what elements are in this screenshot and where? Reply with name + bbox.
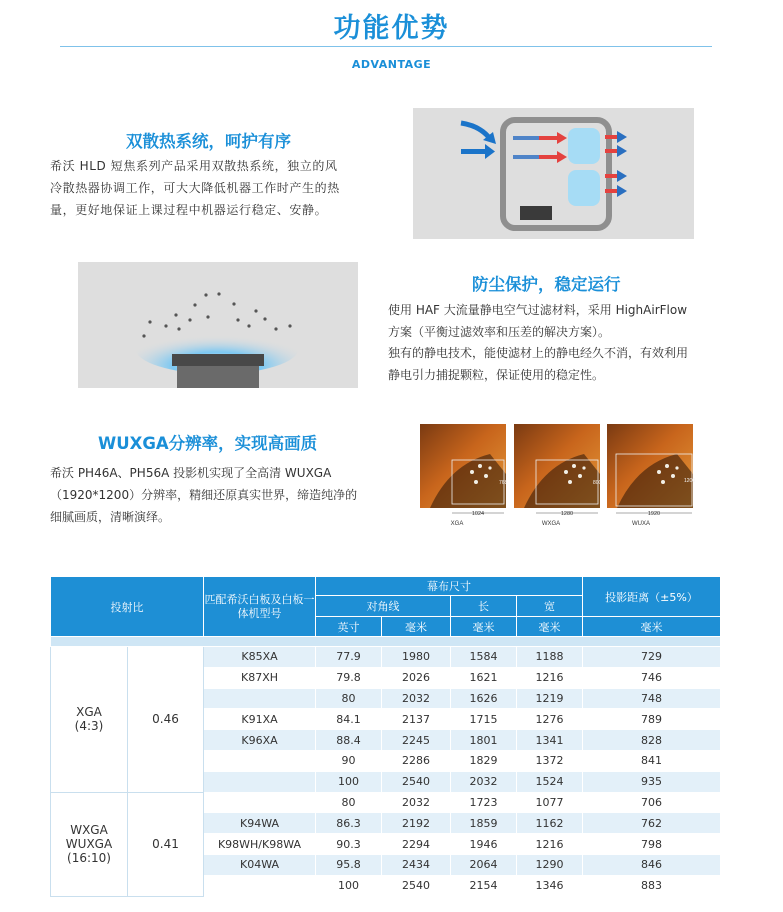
cell-inch: 84.1 [316,709,382,730]
table-row [51,647,721,668]
cell-length: 1829 [451,750,517,771]
cell-distance: 846 [583,854,721,875]
cell-inch: 95.8 [316,854,382,875]
cooling-diagram [413,108,694,239]
header-unit-mm: 毫米 [583,617,721,637]
cell-distance: 729 [583,647,721,668]
caption-label: XGA [450,521,464,527]
dim-height-label: 768 [499,480,508,486]
cell-model: K98WH/K98WA [204,834,316,855]
dim-width-label: 1280 [560,511,574,517]
header-distance: 投影距离（±5%） [583,577,721,617]
group-name-wxga: WXGA WUXGA (16:10) [51,792,128,896]
cell-inch: 88.4 [316,730,382,751]
cell-width: 1077 [517,792,583,813]
cell-length: 2154 [451,875,517,896]
text-line: 独有的静电技术，能使滤材上的静电经久不消，有效利用 [388,346,689,360]
cell-length: 1801 [451,730,517,751]
cell-distance: 789 [583,709,721,730]
page-title: 功能优势 [333,13,450,44]
cell-diag-mm: 2286 [382,750,451,771]
cell-inch: 100 [316,875,382,896]
cell-model: K94WA [204,813,316,834]
cell-diag-mm: 2434 [382,854,451,875]
cell-diag-mm: 2540 [382,771,451,792]
cell-width: 1216 [517,834,583,855]
cell-width: 1216 [517,667,583,688]
text-line: 细腻画质，清晰演绎。 [50,510,171,524]
header-unit-mm: 毫米 [382,617,451,637]
cell-width: 1346 [517,875,583,896]
group-ratio-wxga: 0.41 [128,792,204,896]
text-line: 希沃 HLD 短焦系列产品采用双散热系统，独立的风 [50,159,338,173]
text-line: 量，更好地保证上课过程中机器运行稳定、安静。 [50,203,328,217]
cell-diag-mm: 1980 [382,647,451,668]
cell-inch: 77.9 [316,647,382,668]
cell-diag-mm: 2032 [382,792,451,813]
dust-diagram [78,262,358,388]
header-width: 宽 [517,596,583,617]
section-text-resolution [50,462,395,528]
header-unit-mm: 毫米 [451,617,517,637]
dim-width-label: 1024 [471,511,485,517]
dim-height-label: 1200 [684,478,696,484]
cell-width: 1524 [517,771,583,792]
cell-distance: 706 [583,792,721,813]
header-screen-size: 幕布尺寸 [316,577,583,596]
section-heading-dust: 防尘保护，稳定运行 [472,275,621,294]
cell-model: K91XA [204,709,316,730]
cell-model [204,750,316,771]
cell-length: 1584 [451,647,517,668]
cell-model [204,688,316,709]
page-subtitle: ADVANTAGE [351,58,432,71]
cell-distance: 762 [583,813,721,834]
cell-model: K96XA [204,730,316,751]
cell-width: 1188 [517,647,583,668]
section-heading-resolution: WUXGA分辨率，实现高画质 [98,434,318,453]
cell-inch: 100 [316,771,382,792]
cell-diag-mm: 2540 [382,875,451,896]
cell-distance: 798 [583,834,721,855]
spec-table [50,576,721,897]
table-row [51,792,721,813]
text-line: 冷散热器协调工作，可大大降低机器工作时产生的热 [50,181,340,195]
cell-diag-mm: 2137 [382,709,451,730]
cell-diag-mm: 2032 [382,688,451,709]
cell-inch: 80 [316,792,382,813]
resolution-comparison [420,424,700,530]
text-line: （1920*1200）分辨率，精细还原真实世界，缔造纯净的 [50,488,358,502]
section-text-cooling [50,155,390,221]
section-text-dust [388,300,733,386]
title-divider [60,46,712,47]
cooling-illustration [413,108,694,239]
text-line: 希沃 PH46A、PH56A 投影机实现了全高清 WUXGA [50,466,332,480]
group-name-xga: XGA (4:3) [51,647,128,793]
header-model: 匹配希沃白板及白板一体机型号 [204,577,316,637]
resolution-illustration [420,424,700,530]
cell-inch: 79.8 [316,667,382,688]
cell-length: 1859 [451,813,517,834]
header-diagonal: 对角线 [316,596,451,617]
header-throw-ratio: 投射比 [51,577,204,637]
cell-length: 1946 [451,834,517,855]
dim-height-label: 800 [593,480,602,486]
header-unit-inch: 英寸 [316,617,382,637]
cell-distance: 828 [583,730,721,751]
cell-diag-mm: 2026 [382,667,451,688]
cell-model: K04WA [204,854,316,875]
cell-width: 1341 [517,730,583,751]
cell-distance: 746 [583,667,721,688]
cell-inch: 90.3 [316,834,382,855]
cell-width: 1162 [517,813,583,834]
cell-width: 1372 [517,750,583,771]
cell-distance: 883 [583,875,721,896]
cell-diag-mm: 2294 [382,834,451,855]
caption-label: WXGA [541,521,561,527]
text-line: 使用 HAF 大流量静电空气过滤材料，采用 HighAirFlow [388,303,688,317]
cell-inch: 80 [316,688,382,709]
section-heading-cooling: 双散热系统，呵护有序 [126,132,291,151]
cell-distance: 841 [583,750,721,771]
header-unit-mm: 毫米 [517,617,583,637]
cell-length: 2032 [451,771,517,792]
dust-illustration [78,262,358,388]
caption-label: WUXA [632,521,650,527]
cell-inch: 90 [316,750,382,771]
group-ratio-xga: 0.46 [128,647,204,793]
cell-width: 1219 [517,688,583,709]
cell-distance: 748 [583,688,721,709]
cell-model: K87XH [204,667,316,688]
cell-length: 2064 [451,854,517,875]
cell-width: 1276 [517,709,583,730]
dim-width-label: 1920 [647,511,661,517]
text-line: 方案（平衡过滤效率和压差的解决方案）。 [388,324,611,339]
cell-length: 1723 [451,792,517,813]
cell-length: 1715 [451,709,517,730]
cell-model [204,792,316,813]
cell-inch: 86.3 [316,813,382,834]
cell-distance: 935 [583,771,721,792]
header-length: 长 [451,596,517,617]
cell-model [204,875,316,896]
cell-diag-mm: 2192 [382,813,451,834]
cell-width: 1290 [517,854,583,875]
text-line: 静电引力捕捉颗粒，保证使用的稳定性。 [388,367,605,382]
cell-model: K85XA [204,647,316,668]
cell-length: 1621 [451,667,517,688]
cell-length: 1626 [451,688,517,709]
cell-model [204,771,316,792]
cell-diag-mm: 2245 [382,730,451,751]
